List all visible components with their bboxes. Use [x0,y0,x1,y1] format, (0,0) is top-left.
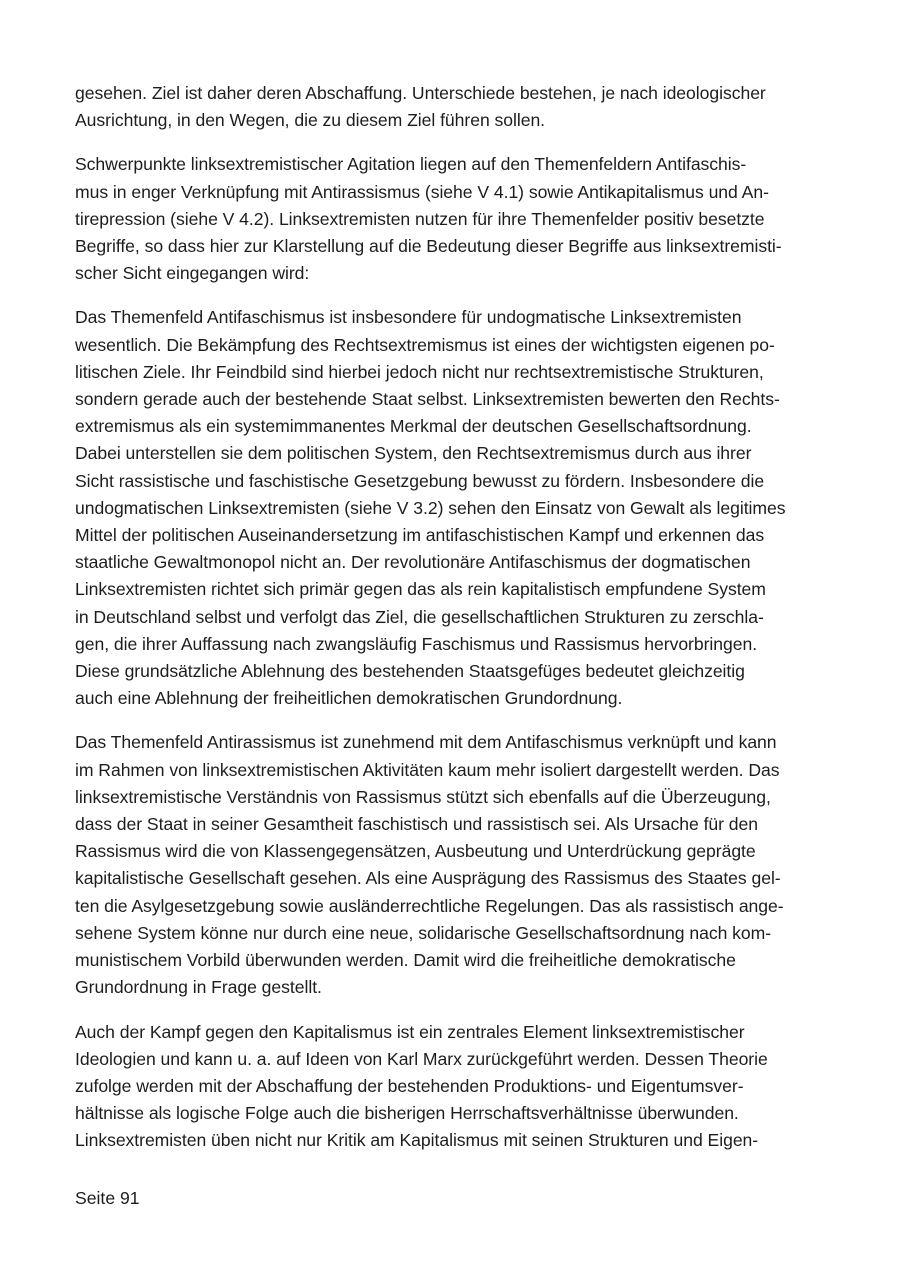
text-line: Das Themenfeld Antirassismus ist zunehmend mit dem Antifaschismus verknüpft und kann [75,732,777,753]
text-line: gesehen. Ziel ist daher deren Abschaffung. Unterschiede bestehen, je nach ideologischer [75,83,766,103]
text-line: dass der Staat in seiner Gesamtheit faschistisch und rassistisch sei. Als Ursache für den [75,814,758,835]
text-line: sondern gerade auch der bestehende Staat selbst. Linksextremisten bewerten den Rechts- [75,389,780,410]
text-line: tirepression (siehe V 4.2). Linksextremisten nutzen für ihre Themenfelder positiv besetzte [75,208,765,229]
page-number: Seite 91 [75,1188,140,1208]
text-line: Dabei unterstellen sie dem politischen System, den Rechtsextremismus durch aus ihrer [75,443,752,464]
text-line: wesentlich. Die Bekämpfung des Rechtsextremismus ist eines der wichtigsten eigenen po- [75,334,775,355]
text-line: mus in enger Verknüpfung mit Antirassismus (siehe V 4.1) sowie Antikapitalismus und An- [75,181,769,202]
text-line: in Deutschland selbst und verfolgt das Ziel, die gesellschaftlichen Strukturen zu zerschla- [75,606,764,627]
text-line: Ideologien und kann u. a. auf Ideen von Karl Marx zurückgeführt werden. Dessen Theorie [75,1048,768,1069]
text-line: Rassismus wird die von Klassengegensätzen, Ausbeutung und Unterdrückung geprägte [75,841,756,862]
text-line: im Rahmen von linksextremistischen Aktivitäten kaum mehr isoliert dargestellt werden. Das [75,759,780,780]
text-line: Sicht rassistische und faschistische Gesetzgebung bewusst zu fördern. Insbesondere die [75,470,765,491]
text-line: munistischem Vorbild überwunden werden. Damit wird die freiheitliche demokratische [75,950,736,971]
text-line: Ausrichtung, in den Wegen, die zu diesem Ziel führen sollen. [75,110,546,131]
paragraph-agitation-focus [75,151,827,287]
text-line: extremismus als ein systemimmanentes Merkmal der deutschen Gesellschaftsordnung. [75,416,752,437]
document-body [75,80,827,1172]
text-line: gen, die ihrer Auffassung nach zwangsläufig Faschismus und Rassismus hervorbringen. [75,633,758,654]
text-line: sehene System könne nur durch eine neue, solidarische Gesellschaftsordnung nach kom- [75,922,772,943]
text-line: undogmatischen Linksextremisten (siehe V 3.2) sehen den Einsatz von Gewalt als legitimes [75,497,786,518]
text-line: Linksextremisten üben nicht nur Kritik am Kapitalismus mit seinen Strukturen und Eigen- [75,1130,759,1151]
text-line: Schwerpunkte linksextremistischer Agitation liegen auf den Themenfeldern Antifaschis- [75,154,747,175]
text-line: kapitalistische Gesellschaft gesehen. Als eine Ausprägung des Rassismus des Staates gel- [75,868,781,889]
text-line: staatliche Gewaltmonopol nicht an. Der revolutionäre Antifaschismus der dogmatischen [75,552,751,573]
text-line: Begriffe, so dass hier zur Klarstellung auf die Bedeutung dieser Begriffe aus linksextremisti- [75,236,782,257]
text-line: litischen Ziele. Ihr Feindbild sind hierbei jedoch nicht nur rechtsextremistische Strukturen, [75,361,764,382]
text-line: hältnisse als logische Folge auch die bisherigen Herrschaftsverhältnisse überwunden. [75,1103,739,1124]
paragraph-antifaschismus [75,304,827,712]
text-line: Diese grundsätzliche Ablehnung des bestehenden Staatsgefüges bedeutet gleichzeitig [75,661,745,682]
text-line: zufolge werden mit der Abschaffung der bestehenden Produktions- und Eigentumsver- [75,1075,744,1096]
text-line: scher Sicht eingegangen wird: [75,263,310,284]
text-line: Mittel der politischen Auseinandersetzung im antifaschistischen Kampf und erkennen das [75,525,765,546]
paragraph-antikapitalismus [75,1019,827,1155]
text-line: ten die Asylgesetzgebung sowie ausländerrechtliche Regelungen. Das als rassistisch ange- [75,895,784,916]
paragraph-intro-continuation [75,80,827,134]
paragraph-antirassismus [75,729,827,1001]
text-line: Grundordnung in Frage gestellt. [75,977,322,998]
text-line: linksextremistische Verständnis von Rassismus stützt sich ebenfalls auf die Überzeugung, [75,786,771,807]
text-line: Linksextremisten richtet sich primär gegen das als rein kapitalistisch empfundene System [75,579,766,600]
text-line: Auch der Kampf gegen den Kapitalismus ist ein zentrales Element linksextremistischer [75,1021,745,1042]
text-line: Das Themenfeld Antifaschismus ist insbesondere für undogmatische Linksextremisten [75,307,742,328]
text-line: auch eine Ablehnung der freiheitlichen demokratischen Grundordnung. [75,688,623,709]
